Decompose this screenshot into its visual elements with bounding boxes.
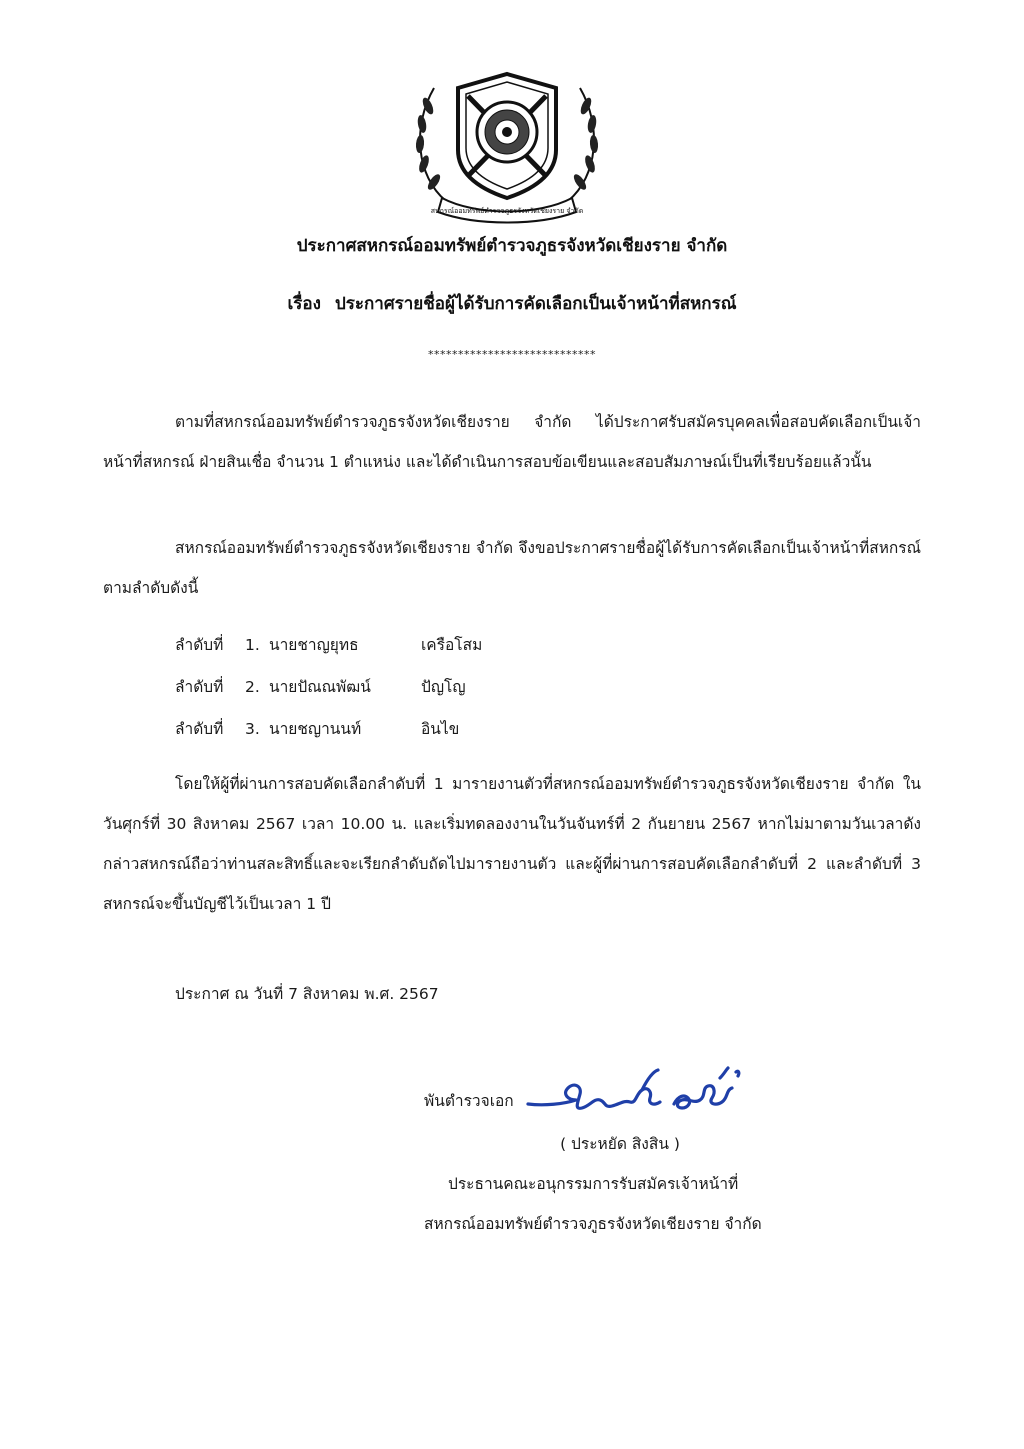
paragraph-reporting-instructions bbox=[103, 764, 921, 924]
ranking-row bbox=[175, 708, 541, 750]
announcement-date: ประกาศ ณ วันที่ 7 สิงหาคม พ.ศ. 2567 bbox=[175, 985, 439, 1003]
candidate-first-name: นายปัณณพัฒน์ bbox=[269, 678, 371, 696]
paragraph-recruitment bbox=[103, 402, 921, 482]
handwritten-signature bbox=[524, 1060, 764, 1124]
rank-number: 3. bbox=[245, 720, 260, 738]
paragraph-selection bbox=[103, 528, 921, 608]
subject-label: เรื่อง bbox=[287, 294, 321, 314]
paragraph-selection-text: สหกรณ์ออมทรัพย์ตำรวจภูธรจังหวัดเชียงราย จำกัด จึงขอประกาศรายชื่อผู้ได้รับการคัดเลือกเป็นเจ้าหน้าที่สหกรณ์ ตามลำดับดังนี้ bbox=[103, 539, 921, 597]
candidate-first-name: นายชาญยุทธ bbox=[269, 636, 359, 654]
signatory-name: ( ประหยัด สิงสิน ) bbox=[560, 1135, 680, 1153]
paragraph-reporting-text: โดยให้ผู้ที่ผ่านการสอบคัดเลือกลำดับที่ 1 มารายงานตัวที่สหกรณ์ออมทรัพย์ตำรวจภูธรจังหวัดเชียงราย จำกัด ในวันศุกร์ที่ 30 สิงหาคม 2567 เวลา 10.00 น. และเริ่มทดลองงานในวันจันทร์ที่ 2 กันยายน 2567 หากไม่มาตามวันเวลาดังกล่าวสหกรณ์ถือว่าท่านสละสิทธิ์และจะเรียกลำดับถัดไปมารายงานตัว และผู้ที่ผ่านการสอบคัดเลือกลำดับที่ 2 และลำดับที่ 3 สหกรณ์จะขึ้นบัญชีไว้เป็นเวลา 1 ปี bbox=[103, 775, 921, 913]
paragraph-recruitment-text: ตามที่สหกรณ์ออมทรัพย์ตำรวจภูธรจังหวัดเชียงราย จำกัด ได้ประกาศรับสมัครบุคคลเพื่อสอบคัดเลือกเป็นเจ้าหน้าที่สหกรณ์ ฝ่ายสินเชื่อ จำนวน 1 ตำแหน่ง และได้ดำเนินการสอบข้อเขียนและสอบสัมภาษณ์เป็นที่เรียบร้อยแล้วนั้น bbox=[103, 413, 921, 471]
signatory-position-line-2: สหกรณ์ออมทรัพย์ตำรวจภูธรจังหวัดเชียงราย จำกัด bbox=[424, 1215, 762, 1233]
candidate-first-name: นายชญานนท์ bbox=[269, 720, 362, 738]
star-divider: **************************** bbox=[428, 348, 596, 361]
candidate-last-name: ปัญโญ bbox=[421, 678, 466, 696]
rank-number: 1. bbox=[245, 636, 260, 654]
ranking-row bbox=[175, 666, 541, 708]
candidate-last-name: อินไข bbox=[421, 720, 460, 738]
announcement-subject bbox=[0, 290, 1024, 317]
signatory-rank: พันตำรวจเอก bbox=[424, 1092, 514, 1110]
ranking-list bbox=[175, 624, 541, 750]
ranking-row bbox=[175, 624, 541, 666]
signatory-position-line-1: ประธานคณะอนุกรรมการรับสมัครเจ้าหน้าที่ bbox=[448, 1175, 739, 1193]
emblem-banner-text: สหกรณ์ออมทรัพย์ตำรวจภูธรจังหวัดเชียงราย จำกัด bbox=[430, 207, 584, 215]
police-savings-cooperative-emblem-icon bbox=[406, 66, 608, 224]
subject-text: ประกาศรายชื่อผู้ได้รับการคัดเลือกเป็นเจ้าหน้าที่สหกรณ์ bbox=[334, 294, 737, 314]
rank-label: ลำดับที่ bbox=[175, 636, 224, 654]
announcement-title: ประกาศสหกรณ์ออมทรัพย์ตำรวจภูธรจังหวัดเชียงราย จำกัด bbox=[296, 236, 728, 256]
rank-number: 2. bbox=[245, 678, 260, 696]
candidate-last-name: เครือโสม bbox=[421, 636, 483, 654]
rank-label: ลำดับที่ bbox=[175, 678, 224, 696]
rank-label: ลำดับที่ bbox=[175, 720, 224, 738]
signatory-position bbox=[380, 1164, 920, 1244]
